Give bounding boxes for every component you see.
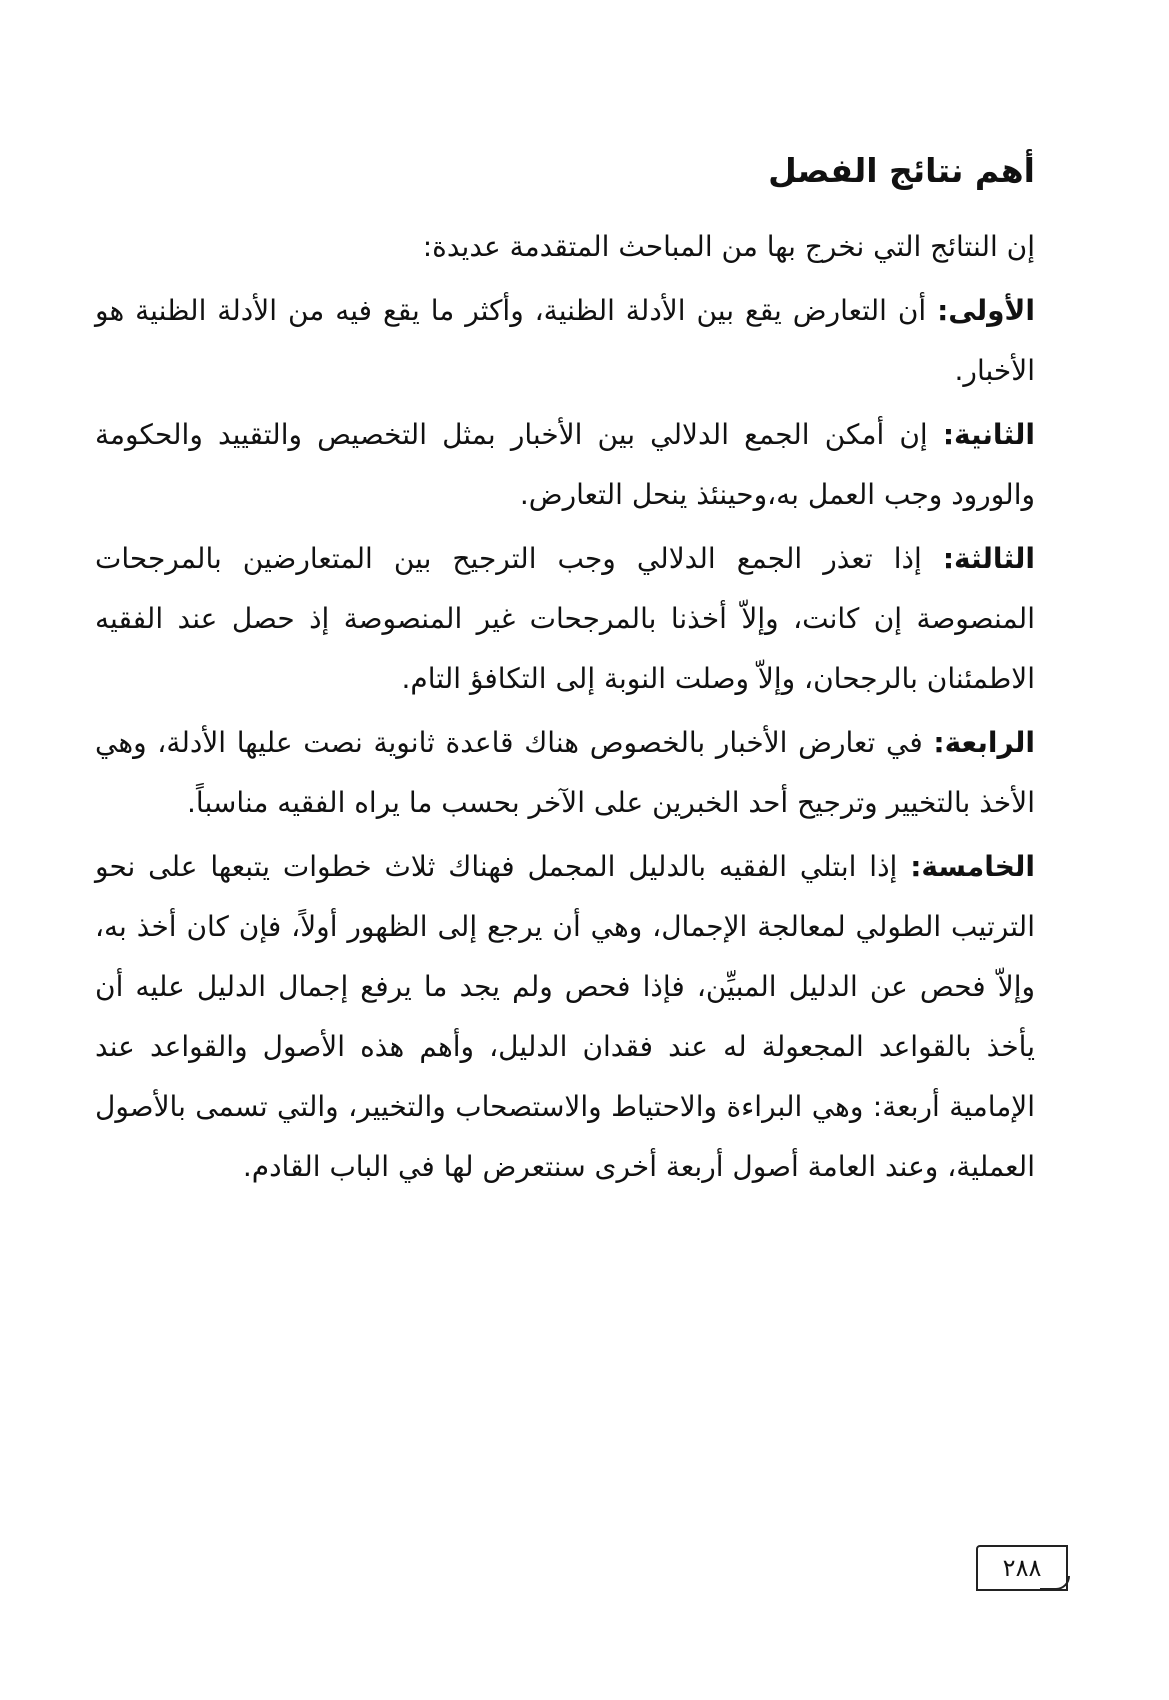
page-number: ٢٨٨	[1002, 1554, 1042, 1582]
result-text-5: إذا ابتلي الفقيه بالدليل المجمل فهناك ثلاث خطوات يتبعها على نحو الترتيب الطولي لمعالجة الإجمال، وهي أن يرجع إلى الظهور أولاً، فإن كان أخذ به، وإلاّ فحص عن الدليل المبيِّن، فإذا فحص ولم يجد ما يرفع إجمال الدليل عليه أن يأخذ بالقواعد المجعولة له عند فقدان الدليل، وأهم هذه الأصول والقواعد عند الإمامية أربعة: وهي البراءة والاحتياط والاستصحاب والتخيير، والتي تسمى بالأصول العملية، وعند العامة أصول أربعة أخرى سنتعرض لها في الباب القادم.	[95, 849, 1035, 1183]
result-label-3: الثالثة:	[942, 541, 1035, 575]
page-body	[95, 150, 1035, 1201]
result-text-3: إذا تعذر الجمع الدلالي وجب الترجيح بين المتعارضين بالمرجحات المنصوصة إن كانت، وإلاّ أخذنا بالمرجحات غير المنصوصة إذ حصل عند الفقيه الاطمئنان بالرجحان، وإلاّ وصلت النوبة إلى التكافؤ التام.	[95, 541, 1035, 695]
result-label-1: الأولى:	[937, 293, 1035, 327]
intro-paragraph: إن النتائج التي نخرج بها من المباحث المتقدمة عديدة:	[422, 229, 1035, 263]
result-text-4: في تعارض الأخبار بالخصوص هناك قاعدة ثانوية نصت عليها الأدلة، وهي الأخذ بالتخيير وترجيح أحد الخبرين على الآخر بحسب ما يراه الفقيه مناسباً.	[95, 725, 1035, 819]
chapter-results-heading: أهم نتائج الفصل	[768, 151, 1035, 190]
result-text-1: أن التعارض يقع بين الأدلة الظنية، وأكثر ما يقع فيه من الأدلة الظنية هو الأخبار.	[95, 293, 1035, 387]
result-label-2: الثانية:	[942, 417, 1035, 451]
result-label-5: الخامسة:	[910, 849, 1035, 883]
result-item-3	[95, 529, 1035, 709]
result-label-4: الرابعة:	[933, 725, 1035, 759]
result-item-2	[95, 405, 1035, 525]
result-item-5	[95, 837, 1035, 1197]
result-item-1	[95, 281, 1035, 401]
result-item-4	[95, 713, 1035, 833]
result-text-2: إن أمكن الجمع الدلالي بين الأخبار بمثل التخصيص والتقييد والحكومة والورود وجب العمل به،وحينئذ ينحل التعارض.	[95, 417, 1035, 511]
